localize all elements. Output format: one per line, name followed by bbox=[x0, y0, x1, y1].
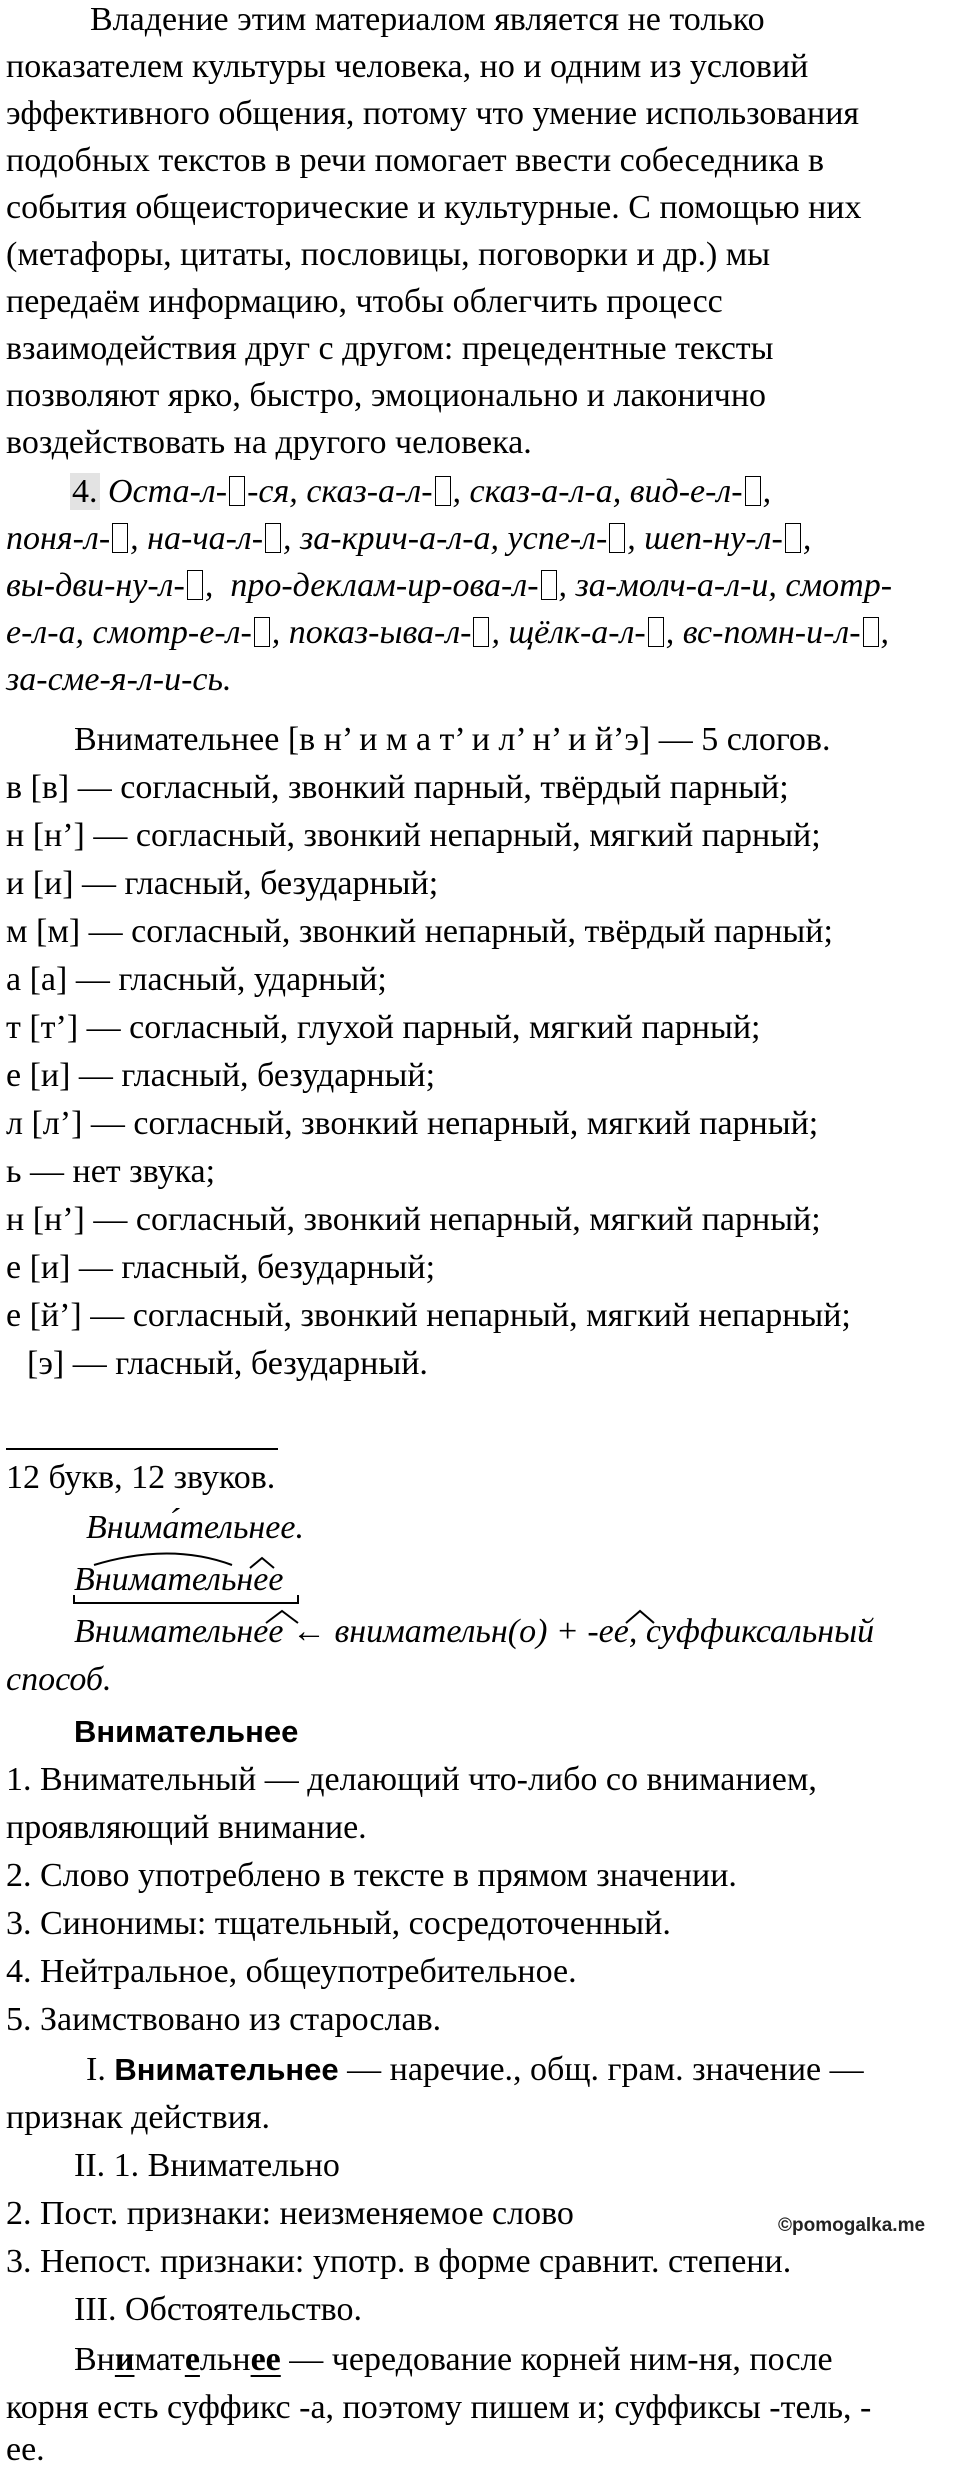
paragraph-line: эффективного общения, потому что умение использования bbox=[6, 95, 860, 132]
phonetic-line: е [и] — гласный, безударный; bbox=[6, 1057, 436, 1094]
spelling-line: корня есть суффикс -а, поэтому пишем и; суффиксы -тель, - bbox=[6, 2389, 872, 2426]
morph-line: признак действия. bbox=[6, 2099, 271, 2136]
word: , шеп-ну-л- bbox=[627, 520, 783, 557]
paragraph-line: подобных текстов в речи помогает ввести собеседника в bbox=[6, 142, 825, 179]
word-part: Вн bbox=[74, 2341, 115, 2378]
phonetic-line: е [й’] — согласный, звонкий непарный, мягкий непарный; bbox=[6, 1297, 851, 1334]
phonetic-line: л [л’] — согласный, звонкий непарный, мягкий парный; bbox=[6, 1105, 819, 1142]
word: , за-молч-а-л-и, смотр- bbox=[558, 567, 893, 604]
phonetic-line: а [а] — гласный, ударный; bbox=[6, 961, 387, 998]
phonetic-line: т [т’] — согласный, глухой парный, мягкий парный; bbox=[6, 1009, 761, 1046]
word: , про-деклам-ир-ова-л- bbox=[204, 567, 539, 604]
word: Оста-л- bbox=[108, 473, 228, 510]
phonetic-line: н [н’] — согласный, звонкий непарный, мягкий парный; bbox=[6, 817, 821, 854]
task-number: 4. bbox=[72, 473, 98, 510]
lexical-item: 1. Внимательный — делающий что-либо со вниманием, bbox=[6, 1761, 817, 1798]
spelling-line: ее. bbox=[6, 2431, 45, 2468]
phonetic-header: Внимательнее [в н’ и м а т’ и л’ н’ и й’э] — 5 слогов. bbox=[74, 721, 831, 758]
word: , вс-помн-и-л- bbox=[665, 614, 861, 651]
derivation-line: Внимательнее ← внимательн(о) + -ее, суффиксальный bbox=[74, 1613, 875, 1650]
stress-word: Внима́тельнее. bbox=[86, 1509, 304, 1546]
phonetic-line: и [и] — гласный, безударный; bbox=[6, 865, 439, 902]
phonetic-line: е [и] — гласный, безударный; bbox=[6, 1249, 436, 1286]
word: вы-дви-ну-л- bbox=[6, 567, 185, 604]
parsed-word: Внимательнее bbox=[74, 1561, 284, 1598]
morph-line: III. Обстоятельство. bbox=[74, 2291, 363, 2328]
word-part: мат bbox=[134, 2341, 185, 2378]
word: , bbox=[880, 614, 890, 651]
phonetic-line: м [м] — согласный, звонкий непарный, твёрдый парный; bbox=[6, 913, 833, 950]
lexical-title: Внимательнее bbox=[74, 1714, 299, 1749]
paragraph-line: (метафоры, цитаты, пословицы, поговорки и др.) мы bbox=[6, 236, 771, 273]
word: , bbox=[802, 520, 812, 557]
lexical-item: 3. Синонимы: тщательный, сосредоточенный. bbox=[6, 1905, 671, 1942]
paragraph-line: позволяют ярко, быстро, эмоционально и лаконично bbox=[6, 377, 767, 414]
phonetic-line: в [в] — согласный, звонкий парный, твёрдый парный; bbox=[6, 769, 789, 806]
word: , bbox=[762, 473, 772, 510]
morph-line bbox=[86, 2050, 960, 2098]
word: сказ-а-л- bbox=[306, 473, 433, 510]
roman-numeral: I. bbox=[86, 2051, 106, 2088]
morph-line: II. 1. Внимательно bbox=[74, 2147, 340, 2184]
morph-line: 3. Непост. признаки: употр. в форме сравнит. степени. bbox=[6, 2243, 792, 2280]
lexical-item: 2. Слово употреблено в тексте в прямом значении. bbox=[6, 1857, 737, 1894]
word: , показ-ыва-л- bbox=[271, 614, 472, 651]
morph-line: 2. Пост. признаки: неизменяемое слово bbox=[6, 2195, 574, 2232]
phonetic-line: ь — нет звука; bbox=[6, 1153, 216, 1190]
lexical-item: проявляющий внимание. bbox=[6, 1809, 367, 1846]
paragraph-line: события общеисторические и культурные. С помощью них bbox=[6, 189, 862, 226]
spelling-line bbox=[74, 2340, 960, 2388]
paragraph-line: взаимодействия друг с другом: прецедентные тексты bbox=[6, 330, 774, 367]
morph-text: — наречие., общ. грам. значение — bbox=[338, 2051, 864, 2088]
highlighted-letter: ее bbox=[250, 2341, 281, 2378]
paragraph-line: воздействовать на другого человека. bbox=[6, 424, 532, 461]
task4-line: за-сме-я-л-и-сь. bbox=[6, 661, 232, 698]
word: , за-крич-а-л-а, успе-л- bbox=[283, 520, 608, 557]
lexical-item: 5. Заимствовано из старослав. bbox=[6, 2001, 442, 2038]
highlighted-letter: е bbox=[184, 2341, 200, 2378]
letter-sound-count: 12 букв, 12 звуков. bbox=[6, 1459, 276, 1496]
paragraph-line: передаём информацию, чтобы облегчить процесс bbox=[6, 283, 723, 320]
bold-word: Внимательнее bbox=[114, 2052, 339, 2087]
watermark: ©pomogalka.me bbox=[778, 2215, 926, 2236]
phonetic-line: [э] — гласный, безударный. bbox=[10, 1345, 428, 1382]
paragraph-line: Владение этим материалом является не только bbox=[90, 1, 765, 38]
word: поня-л- bbox=[6, 520, 111, 557]
word: , сказ-а-л-а, вид-е-л- bbox=[452, 473, 743, 510]
word-part: льн bbox=[199, 2341, 251, 2378]
word: , щёлк-а-л- bbox=[491, 614, 646, 651]
word: , на-ча-л- bbox=[130, 520, 264, 557]
spelling-text: — чередование корней ним-ня, после bbox=[280, 2341, 833, 2378]
paragraph-line: показателем культуры человека, но и одним из условий bbox=[6, 48, 809, 85]
word: -ся, bbox=[247, 473, 298, 510]
highlighted-letter: и bbox=[114, 2341, 135, 2378]
phonetic-line: н [н’] — согласный, звонкий непарный, мягкий парный; bbox=[6, 1201, 821, 1238]
word: е-л-а, смотр-е-л- bbox=[6, 614, 252, 651]
derivation-line: способ. bbox=[6, 1661, 112, 1698]
lexical-item: 4. Нейтральное, общеупотребительное. bbox=[6, 1953, 577, 1990]
